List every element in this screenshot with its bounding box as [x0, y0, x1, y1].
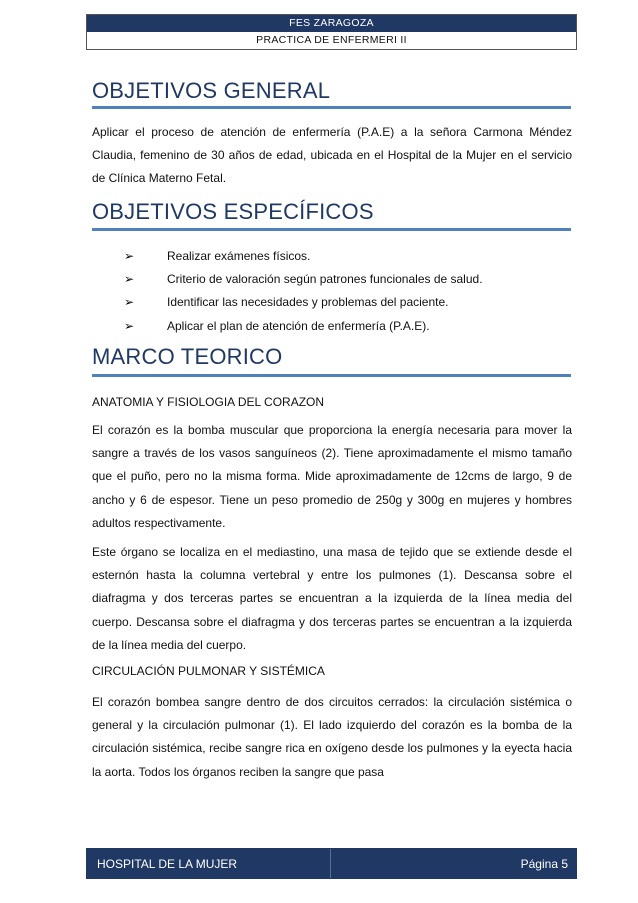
paragraph-anatomia-1: El corazón es la bomba muscular que proporciona la energía necesaria para mover la sangre a través de los vasos sanguíneos (2). Tiene aproximadamente el mismo tamaño que el puño, pero no la misma forma. Mide aproximadamente de 12cms de largo, 9 de ancho y 6 de espesor. Tiene un peso promedio de 250g y 300g en mujeres y hombres adultos respectivamente. — [92, 423, 572, 530]
list-item — [124, 244, 483, 267]
arrow-bullet-icon: ➢ — [124, 295, 135, 310]
specific-objectives-list — [124, 244, 483, 338]
heading-objetivos-especificos: OBJETIVOS ESPECÍFICOS — [92, 199, 374, 224]
arrow-bullet-icon: ➢ — [124, 248, 135, 263]
footer-divider — [330, 849, 331, 878]
subheading-circulacion: CIRCULACIÓN PULMONAR Y SISTÉMICA — [92, 664, 325, 678]
list-item — [124, 314, 483, 337]
list-item-text: Realizar exámenes físicos. — [167, 248, 311, 263]
subheading-anatomia: ANATOMIA Y FISIOLOGIA DEL CORAZON — [92, 395, 325, 409]
header-course: PRACTICA DE ENFERMERI II — [87, 32, 576, 49]
arrow-bullet-icon: ➢ — [124, 318, 135, 333]
paragraph-objetivo-general: Aplicar el proceso de atención de enfermería (P.A.E) a la señora Carmona Méndez Claudia, femenino de 30 años de edad, ubicada en el Hospital de la Mujer en el servicio de Clínica Materno Fetal. — [92, 125, 572, 186]
footer-hospital: HOSPITAL DE LA MUJER — [97, 857, 238, 871]
page-footer — [86, 848, 577, 879]
heading-objetivos-general: OBJETIVOS GENERAL — [92, 78, 331, 103]
page-header — [86, 14, 577, 50]
page-number: Página 5 — [520, 857, 568, 871]
paragraph-anatomia-2: Este órgano se localiza en el mediastino, una masa de tejido que se extiende desde el esternón hasta la columna vertebral y entre los pulmones (1). Descansa sobre el diafragma y dos terceras partes se encuentran a la izquierda de la línea media del cuerpo. Descansa sobre el diafragma y dos terceras partes se encuentran a la izquierda de la línea media del cuerpo. — [92, 545, 572, 652]
heading-marco-teorico: MARCO TEORICO — [92, 344, 283, 369]
list-item-text: Aplicar el plan de atención de enfermería (P.A.E). — [167, 318, 430, 333]
arrow-bullet-icon: ➢ — [124, 272, 135, 287]
list-item — [124, 291, 483, 314]
heading-rule — [92, 374, 571, 377]
list-item-text: Criterio de valoración según patrones funcionales de salud. — [167, 272, 483, 287]
list-item — [124, 267, 483, 290]
header-institution: FES ZARAGOZA — [87, 15, 576, 32]
list-item-text: Identificar las necesidades y problemas del paciente. — [167, 295, 449, 310]
heading-rule — [92, 106, 571, 109]
paragraph-circulacion-1: El corazón bombea sangre dentro de dos circuitos cerrados: la circulación sistémica o general y la circulación pulmonar (1). El lado izquierdo del corazón es la bomba de la circulación sistémica, recibe sangre rica en oxígeno desde los pulmones y la eyecta hacia la aorta. Todos los órganos reciben la sangre que pasa — [92, 695, 572, 779]
heading-rule — [92, 228, 571, 231]
